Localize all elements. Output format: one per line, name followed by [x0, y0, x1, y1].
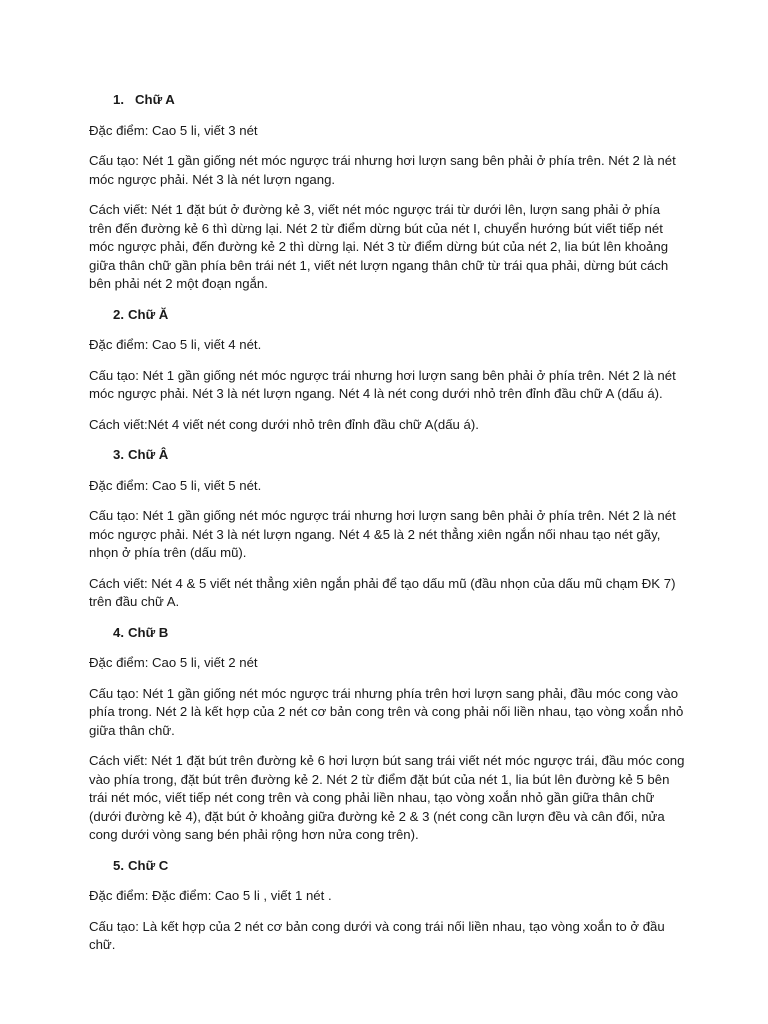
paragraph-cach-viet: Cách viết:Nét 4 viết nét cong dưới nhỏ trên đỉnh đầu chữ A(dấu á). — [89, 416, 479, 432]
section-number: 5. — [113, 857, 124, 873]
document-body — [89, 91, 685, 967]
section-title: Chữ Â — [128, 447, 169, 462]
section-heading-1 — [89, 91, 685, 110]
paragraph-dac-diem: Đặc điểm: Cao 5 li, viết 4 nét. — [89, 337, 262, 352]
section-title: Chữ B — [128, 624, 169, 640]
section-heading-5 — [89, 857, 685, 876]
section-number: 4. — [113, 624, 124, 640]
paragraph-dac-diem: Đặc điểm: Cao 5 li, viết 3 nét — [89, 122, 258, 138]
section-number: 2. — [113, 306, 124, 322]
section-heading-3 — [89, 446, 685, 465]
paragraph-cach-viet: Cách viết: Nét 1 đặt bút trên đường kẻ 6 hơi lượn bút sang trái viết nét móc ngược trái, đầu móc cong vào phía trong, đặt bút trên đường kẻ 2. Nét 2 từ điểm đặt bút của nét 1, lia bút lên đường kẻ 5 bên trái nét móc, viết tiếp nét cong trên và cong phải liền nhau, tạo vòng xoắn nhỏ gần giữa thân chữ (dưới đường kẻ 4), đặt bút ở khoảng giữa đường kẻ 2 & 3 (nét cong cần lượn đều và cân đối, nửa cong dưới vòng sang bén phải rộng hơn nửa cong trên). — [89, 753, 685, 842]
paragraph-cach-viet: Cách viết: Nét 1 đặt bút ở đường kẻ 3, viết nét móc ngược trái từ dưới lên, lượn sang phải ở phía trên đến đường kẻ 6 thì dừng lại. Nét 2 từ điểm dừng bút của nét I, chuyển hướng bút viết tiếp nét móc ngược phải, đến đường kẻ 2 thì dừng lại. Nét 3 từ điểm dừng bút của nét 2, lia bút lên khoảng giữa thân chữ gần phía bên trái nét 1, viết nét lượn ngang thân chữ từ trái qua phải, dừng bút cách bên phải nét 2 một đoạn ngắn. — [89, 202, 669, 291]
paragraph-cau-tao: Cấu tạo: Nét 1 gần giống nét móc ngược trái nhưng phía trên hơi lượn sang phải, đầu móc cong vào phía trong. Nét 2 là kết hợp của 2 nét cơ bản cong trên và cong phải nối liền nhau, tạo vòng xoắn nhỏ giữa thân chữ. — [89, 685, 684, 738]
paragraph-dac-diem: Đặc điểm: Cao 5 li, viết 2 nét — [89, 655, 258, 670]
paragraph-cau-tao: Cấu tạo: Nét 1 gần giống nét móc ngược trái nhưng hơi lượn sang bên phải ở phía trên. Nét 2 là nét móc ngược phải. Nét 3 là nét lượn ngang. Nét 4 &5 là 2 nét thẳng xiên ngắn nối nhau tạo nét gãy, nhọn ở phía trên (dấu mũ). — [89, 508, 676, 560]
section-heading-2 — [89, 306, 685, 325]
section-title: Chữ Ă — [128, 306, 169, 322]
paragraph-dac-diem: Đặc điểm: Đặc điểm: Cao 5 li , viết 1 nét . — [89, 888, 332, 903]
section-number: 3. — [113, 447, 124, 462]
paragraph-dac-diem: Đặc điểm: Cao 5 li, viết 5 nét. — [89, 477, 262, 493]
paragraph-cau-tao: Cấu tạo: Là kết hợp của 2 nét cơ bản cong dưới và cong trái nối liền nhau, tạo vòng xoắn to ở đầu chữ. — [89, 918, 665, 952]
section-title: Chữ A — [135, 92, 175, 107]
paragraph-cau-tao: Cấu tạo: Nét 1 gần giống nét móc ngược trái nhưng hơi lượn sang bên phải ở phía trên. Nét 2 là nét móc ngược phải. Nét 3 là nét lượn ngang. — [89, 153, 676, 187]
section-heading-4 — [89, 624, 685, 643]
section-title: Chữ C — [128, 857, 169, 873]
paragraph-cau-tao: Cấu tạo: Nét 1 gần giống nét móc ngược trái nhưng hơi lượn sang bên phải ở phía trên. Nét 2 là nét móc ngược phải. Nét 3 là nét lượn ngang. Nét 4 là nét cong dưới nhỏ trên đỉnh đầu chữ A (dấu á). — [89, 367, 676, 401]
section-number: 1. — [113, 92, 124, 107]
paragraph-cach-viet: Cách viết: Nét 4 & 5 viết nét thẳng xiên ngắn phải để tạo dấu mũ (đầu nhọn của dấu mũ chạm ĐK 7) trên đầu chữ A. — [89, 575, 676, 609]
